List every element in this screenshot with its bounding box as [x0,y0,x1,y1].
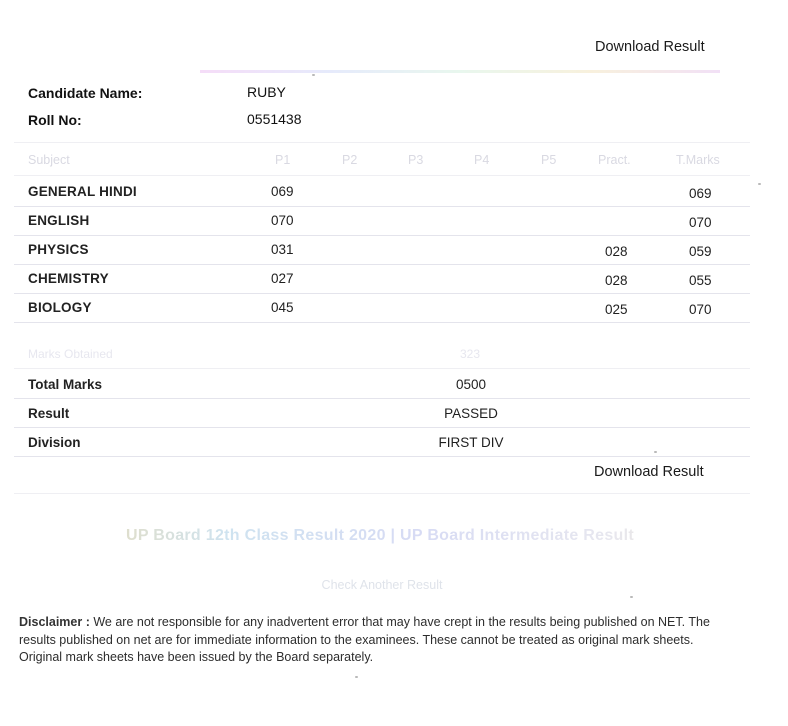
divider [14,368,750,369]
candidate-name-label: Candidate Name: [28,85,143,101]
total-marks-value: 0500 [455,377,487,392]
subject-name: ENGLISH [28,213,90,228]
decorative-divider [200,70,720,73]
marks-obtained-label: Marks Obtained [28,347,113,361]
header-subject: Subject [28,153,70,167]
subject-total: 070 [689,302,712,317]
total-marks-label: Total Marks [28,377,103,392]
subject-total: 070 [689,215,712,230]
header-p2: P2 [342,153,358,167]
subject-total: 069 [689,186,712,201]
subject-practical: 025 [605,302,628,317]
header-practical: Pract. [598,153,631,167]
roll-no-label: Roll No: [28,112,82,128]
divider [14,493,750,494]
subject-name: PHYSICS [28,242,89,257]
subject-p1: 045 [271,300,294,315]
subject-p1: 070 [271,213,294,228]
subject-practical: 028 [605,244,628,259]
subject-total: 055 [689,273,712,288]
disclaimer-lead: Disclaimer : [19,615,90,629]
divider [14,264,750,265]
header-p5: P5 [541,153,557,167]
candidate-name-value: RUBY [247,84,286,100]
division-value: FIRST DIV [438,435,504,450]
subject-p1: 027 [271,271,294,286]
header-p4: P4 [474,153,490,167]
subject-total: 059 [689,244,712,259]
subject-p1: 069 [271,184,294,199]
divider [14,175,750,176]
result-value: PASSED [444,406,498,421]
roll-no-value: 0551438 [247,111,302,127]
result-label: Result [28,406,70,421]
subject-p1: 031 [271,242,294,257]
disclaimer [19,614,749,667]
header-p3: P3 [408,153,424,167]
download-result-link-bottom[interactable]: Download Result [594,464,704,480]
marks-obtained-value: 323 [460,347,481,361]
division-label: Division [28,435,81,450]
divider [14,322,750,323]
subject-name: GENERAL HINDI [28,184,137,199]
scan-speck [758,183,761,185]
disclaimer-line-3: Original mark sheets have been issued by the Board separately. [19,650,374,664]
divider [14,398,750,399]
result-banner[interactable]: UP Board 12th Class Result 2020 | UP Board Intermediate Result [0,527,760,545]
disclaimer-line-2: results published on net are for immediate information to the examinees. These cannot be treated as original mark sheets. [19,632,694,647]
check-another-result-link[interactable]: Check Another Result [321,578,443,592]
download-result-link-top[interactable]: Download Result [595,39,705,55]
scan-speck [355,676,358,678]
divider [14,427,750,428]
subject-name: CHEMISTRY [28,271,109,286]
scan-speck [312,74,315,76]
scan-speck [630,596,633,598]
header-p1: P1 [275,153,291,167]
scan-speck [654,451,657,453]
disclaimer-line-1: We are not responsible for any inadvertent error that may have crept in the results being published on NET. The [89,615,710,629]
divider [14,142,750,143]
divider [14,293,750,294]
header-total-marks: T.Marks [676,153,720,167]
divider [14,206,750,207]
divider [14,235,750,236]
subject-name: BIOLOGY [28,300,92,315]
subject-practical: 028 [605,273,628,288]
divider [14,456,750,457]
